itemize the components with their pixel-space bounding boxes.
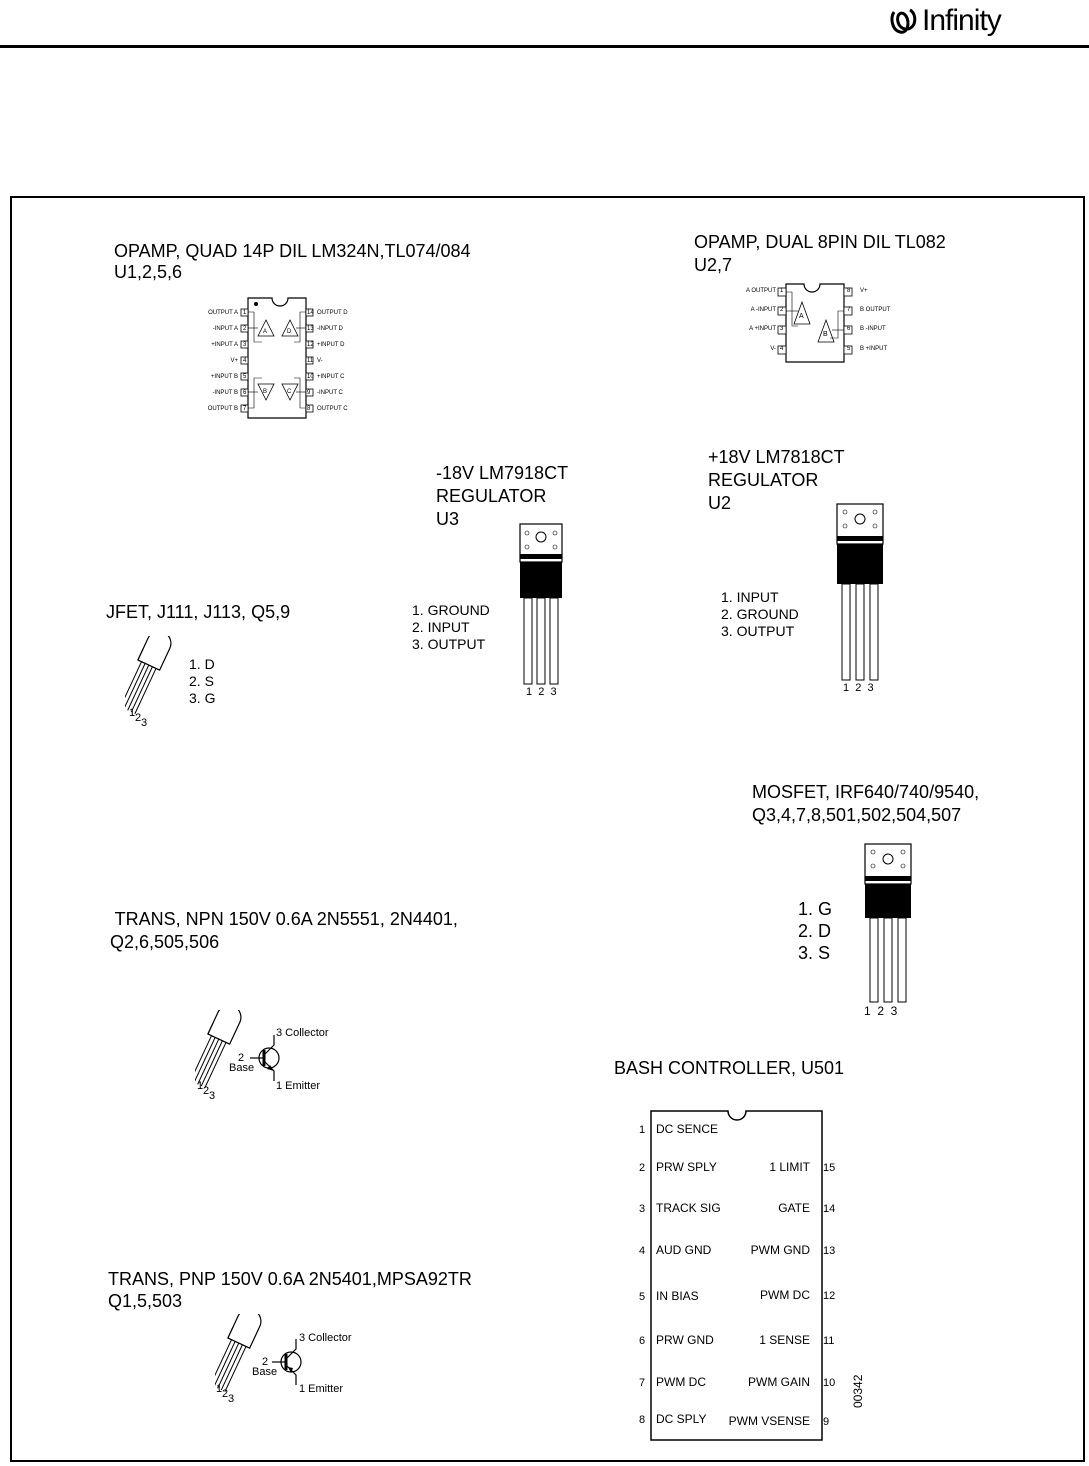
quad-right-pin-label: -INPUT D [317,326,343,332]
dual-left-pin-num: 2 [780,307,784,313]
quad-right-pin-label: OUTPUT D [317,310,348,316]
quad-left-pin-num: 2 [243,326,247,332]
bash-right-pin-label: PWM GND [750,1243,810,1257]
quad-right-pin-num: 11 [307,358,314,364]
amp-label: A [263,329,268,335]
bash-left-pin-num: 1 [639,1124,646,1136]
bash-right-pin-label: PWM GAIN [748,1375,810,1389]
pnp-leg-3: 3 [228,1393,235,1405]
pnp-leg-2: 2 [222,1388,229,1400]
jfet-leg-2: 2 [135,712,142,724]
mosfet-title: MOSFET, IRF640/740/9540, [752,782,980,802]
dual-left-pin-label: V- [770,346,776,352]
quad-right-pin-label: OUTPUT C [317,406,348,412]
bash-right-pin-num: 12 [823,1290,836,1302]
bash-left-pin-label: IN BIAS [656,1289,699,1303]
quad-right-pin-num: 10 [307,374,314,380]
reg-pos-pin-1: 1. INPUT [721,589,779,605]
dual-left-pin-num: 4 [780,346,784,352]
quad-left-pin-num: 7 [243,406,247,412]
amp-label: C [287,389,292,395]
bash-right-pin-num: 11 [823,1335,835,1347]
jfet-pin-3: 3. G [189,690,216,706]
dual-left-pin-num: 1 [780,288,784,294]
bash-right-pin-num: 15 [823,1162,836,1174]
pnp-base-num: 2 [262,1356,269,1368]
pnp-leg-1: 1 [216,1383,223,1395]
npn-emitter: 1 Emitter [276,1080,321,1092]
bash-right-pin-label: 1 LIMIT [769,1160,810,1174]
dual-left-pin-label: A +INPUT [749,326,776,332]
quad-right-pin-num: 8 [307,406,311,412]
header-rule [0,45,1089,48]
bash-left-pin-num: 2 [639,1162,646,1174]
doc-code: 00342 [851,1374,865,1408]
reg-pos-pin-2: 2. GROUND [721,606,799,622]
pnp-refs: Q1,5,503 [108,1291,183,1311]
mosfet-to220 [860,840,916,1006]
quad-left-pin-num: 3 [243,342,247,348]
jfet-pin-2: 2. S [189,673,214,689]
brand-name: Infinity [922,4,1001,37]
npn-leg-3: 3 [209,1090,216,1102]
dual-left-pin-label: A -INPUT [750,307,776,313]
quad-right-pin-num: 12 [307,342,314,348]
quad-left-pin-label: OUTPUT B [207,406,238,412]
npn-transistor-symbol-icon [250,1035,290,1081]
quad-left-pin-label: OUTPUT A [208,310,238,316]
mosfet-pin-2: 2. D [798,921,832,941]
quad-opamp-refs: U1,2,5,6 [114,262,183,282]
bash-left-pin-num: 6 [639,1335,646,1347]
reg-neg-leg-numbers: 1 2 3 [526,686,557,698]
dual-right-pin-label: V+ [860,288,868,294]
npn-collector: 3 Collector [276,1027,329,1039]
quad-left-pin-label: -INPUT A [212,326,238,332]
mosfet-leg-numbers: 1 2 3 [864,1004,898,1018]
dual-right-pin-num: 8 [847,288,851,294]
npn-title: TRANS, NPN 150V 0.6A 2N5551, 2N4401, [110,909,458,929]
npn-base-num: 2 [238,1052,245,1064]
amp-label: B [263,389,268,395]
reg-neg-line1: -18V LM7918CT [436,463,569,483]
dual-opamp-title: OPAMP, DUAL 8PIN DIL TL082 [694,232,946,252]
quad-right-pin-label: -INPUT C [317,390,343,396]
reg-neg-pin-3: 3. OUTPUT [412,636,486,652]
bash-right-pin-num: 14 [823,1203,836,1215]
quad-right-pin-num: 9 [307,390,311,396]
npn-leg-2: 2 [203,1085,210,1097]
bash-right-pin-label: 1 SENSE [759,1333,810,1347]
npn-leg-1: 1 [197,1080,204,1092]
dual-left-pin-num: 3 [780,326,784,332]
dual-left-pin-label: A OUTPUT [745,288,776,294]
pnp-collector: 3 Collector [299,1332,352,1344]
dual-right-pin-label: B -INPUT [860,326,886,332]
bash-left-pin-label: PRW SPLY [656,1160,717,1174]
bash-left-pin-label: PWM DC [656,1375,706,1389]
reg-neg-line2: REGULATOR [436,486,547,506]
bash-left-pin-num: 8 [639,1414,646,1426]
quad-left-pin-num: 4 [243,358,247,364]
jfet-leg-1: 1 [129,707,136,719]
bash-left-pin-num: 7 [639,1377,646,1389]
reg-pos-line3: U2 [708,493,732,513]
mosfet-refs: Q3,4,7,8,501,502,504,507 [752,805,962,825]
dual-opamp-refs: U2,7 [694,255,733,275]
jfet-pin-1: 1. D [189,656,215,672]
bash-left-pin-label: TRACK SIG [656,1201,721,1215]
reg-pos-line1: +18V LM7818CT [708,447,845,467]
bash-right-pin-label: PWM DC [760,1288,810,1302]
quad-left-pin-label: +INPUT B [210,374,238,380]
jfet-leg-3: 3 [141,717,148,729]
reg-pos-to220 [832,500,888,684]
pnp-title: TRANS, PNP 150V 0.6A 2N5401,MPSA92TR [108,1269,472,1289]
bash-left-pin-num: 3 [639,1203,646,1215]
npn-refs: Q2,6,505,506 [110,932,220,952]
quad-right-pin-label: V- [317,358,323,364]
pnp-transistor-symbol-icon [272,1339,312,1385]
bash-left-pin-label: AUD GND [656,1243,712,1257]
bash-left-pin-label: PRW GND [656,1333,714,1347]
quad-right-pin-num: 13 [307,326,314,332]
dual-right-pin-num: 5 [847,346,851,352]
infinity-logo [888,4,1038,40]
dual-right-pin-label: B +INPUT [860,346,888,352]
bash-right-pin-label: PWM VSENSE [728,1414,810,1428]
bash-title: BASH CONTROLLER, U501 [614,1058,845,1078]
reg-pos-pin-3: 3. OUTPUT [721,623,795,639]
bash-right-pin-label: GATE [778,1201,810,1215]
bash-right-pin-num: 9 [823,1416,830,1428]
quad-left-pin-label: -INPUT B [212,390,238,396]
reg-neg-pin-2: 2. INPUT [412,619,470,635]
dual-right-pin-num: 6 [847,326,851,332]
header [0,0,1089,50]
pnp-base: Base [252,1366,278,1378]
bash-left-pin-num: 4 [639,1245,646,1257]
reg-neg-to220 [515,520,565,688]
quad-left-pin-num: 5 [243,374,247,380]
quad-left-pin-num: 1 [243,310,247,316]
quad-right-pin-label: +INPUT D [317,342,345,348]
dual-right-pin-label: B OUTPUT [860,307,891,313]
bash-right-pin-num: 13 [823,1245,836,1257]
amp-label: A [799,313,804,320]
reg-pos-leg-numbers: 1 2 3 [843,682,874,694]
bash-left-pin-label: DC SPLY [656,1412,707,1426]
pnp-emitter: 1 Emitter [299,1383,344,1395]
quad-opamp-title: OPAMP, QUAD 14P DIL LM324N,TL074/084 [114,241,471,261]
quad-left-pin-label: V+ [230,358,238,364]
quad-right-pin-num: 14 [307,310,314,316]
reg-neg-pin-1: 1. GROUND [412,602,490,618]
mosfet-pin-3: 3. S [798,943,831,963]
bash-left-pin-num: 5 [639,1291,646,1303]
quad-left-pin-label: +INPUT A [211,342,238,348]
bash-right-pin-num: 10 [823,1377,836,1389]
amp-label: B [823,331,828,338]
reg-neg-line3: U3 [436,509,460,529]
reg-pos-line2: REGULATOR [708,470,819,490]
amp-label: D [287,329,292,335]
quad-left-pin-num: 6 [243,390,247,396]
mosfet-pin-1: 1. G [798,899,833,919]
quad-right-pin-label: +INPUT C [317,374,345,380]
dual-right-pin-num: 7 [847,307,851,313]
npn-base: Base [229,1062,255,1074]
bash-left-pin-label: DC SENCE [656,1122,719,1136]
jfet-title: JFET, J111, J113, Q5,9 [106,602,291,622]
